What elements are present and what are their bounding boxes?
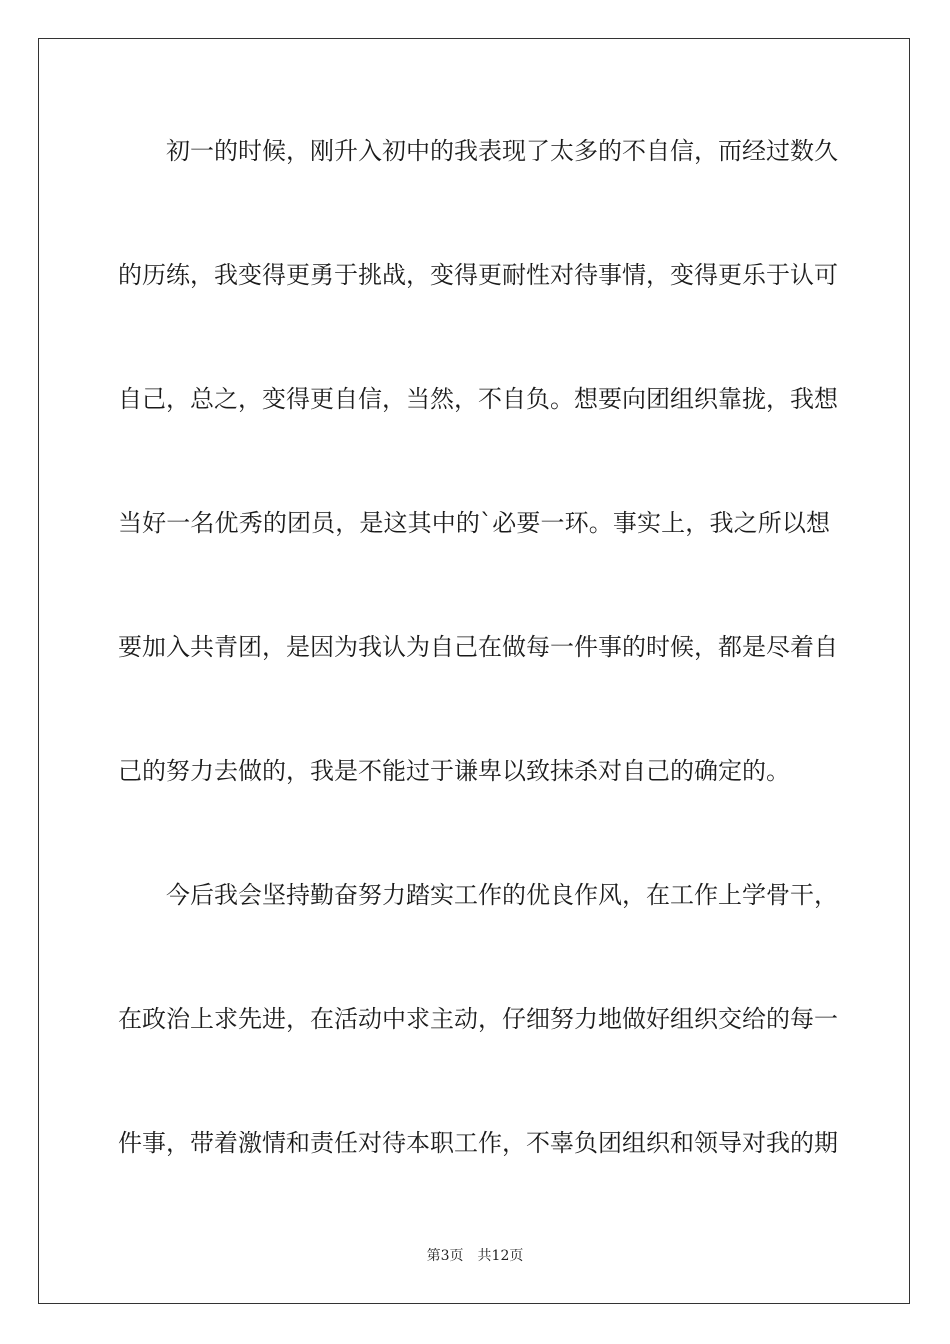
paragraph-line-7: 今后我会坚持勤奋努力踏实工作的优良作风，在工作上学骨干，	[166, 881, 838, 909]
paragraph-line-4: 当好一名优秀的团员，是这其中的`必要一环。事实上，我之所以想	[118, 509, 830, 537]
paragraph-line-1: 初一的时候，刚升入初中的我表现了太多的不自信，而经过数久	[166, 137, 838, 165]
page-number: 第3页	[426, 1248, 464, 1264]
paragraph-line-9: 件事，带着激情和责任对待本职工作，不辜负团组织和领导对我的期	[118, 1129, 838, 1157]
paragraph-line-2: 的历练，我变得更勇于挑战，变得更耐性对待事情，变得更乐于认可	[118, 261, 838, 289]
paragraph-line-5: 要加入共青团，是因为我认为自己在做每一件事的时候，都是尽着自	[118, 633, 838, 661]
total-pages: 共12页	[477, 1248, 524, 1264]
paragraph-line-3: 自己，总之，变得更自信，当然，不自负。想要向团组织靠拢，我想	[118, 385, 838, 413]
page-footer	[0, 1246, 950, 1266]
paragraph-line-8: 在政治上求先进，在活动中求主动，仔细努力地做好组织交给的每一	[118, 1005, 838, 1033]
page-border	[38, 38, 910, 1304]
paragraph-line-6: 己的努力去做的，我是不能过于谦卑以致抹杀对自己的确定的。	[118, 757, 790, 785]
